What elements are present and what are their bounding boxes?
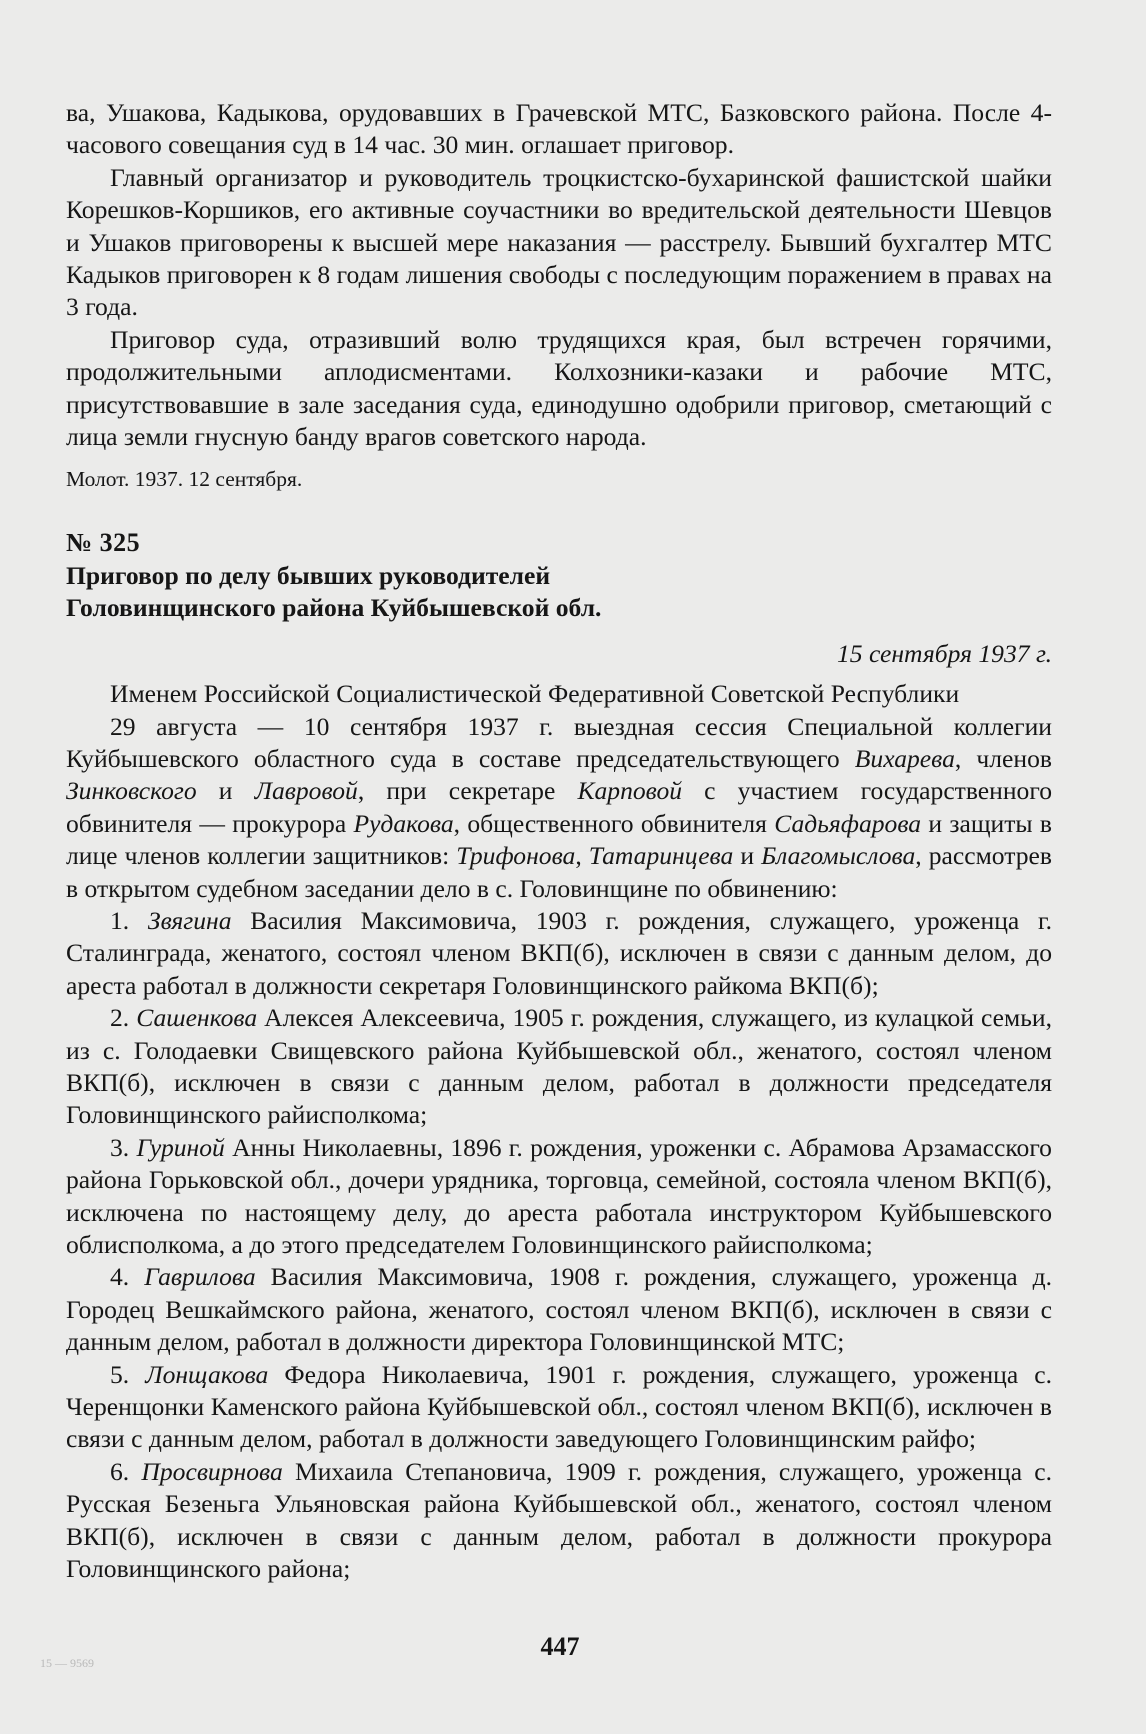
accused-name: Сашенкова <box>136 1003 258 1033</box>
accused-details: Анны Николаевны, 1896 г. рождения, уроженки с. Абрамова Арзамасского района Горьковской обл., дочери урядника, торговца, семейной, состояла членом ВКП(б), исключена по настоящему делу, до ареста работала инструктором Куйбышевского облисполкома, а до этого председателем Головинщинского райисполкома; <box>66 1132 1052 1259</box>
accused-name: Просвирнова <box>141 1456 283 1486</box>
source-citation: Молот. 1937. 12 сентября. <box>66 467 303 492</box>
public-prosecutor-name: Садьяфарова <box>774 808 922 838</box>
accused-number: 4. <box>110 1262 130 1292</box>
session-text: , общественного обвинителя <box>453 808 775 838</box>
session-text: , при секретаре <box>357 776 578 806</box>
page-number: 447 <box>540 1632 580 1661</box>
accused-item <box>66 905 1052 1002</box>
accused-details: Михаила Степановича, 1909 г. рождения, служащего, уроженца с. Русская Безеньга Ульяновская района Куйбышевской обл., женатого, состоял членом ВКП(б), исключен в связи с данным делом, работал в должности прокурора Головинщинского района; <box>66 1456 1052 1584</box>
accused-name: Звягина <box>147 905 232 935</box>
session-text: , рассмотрев в открытом судебном заседании дело в с. Головинщине по обвинению: <box>66 841 1052 903</box>
accused-number: 3. <box>110 1132 130 1162</box>
session-text: и <box>733 841 762 871</box>
accused-details: Василия Максимовича, 1903 г. рождения, служащего, уроженца г. Сталинграда, женатого, состоял членом ВКП(б), исключен в связи с данным делом, до ареста работал в должности секретаря Головинщинского райкома ВКП(б); <box>66 905 1052 1000</box>
defender-name: Трифонова <box>456 841 576 871</box>
judge-name: Вихарева <box>854 743 955 773</box>
defender-name: Татаринцева <box>588 841 734 871</box>
session-text: и защиты в лице членов коллегии защитников: <box>66 808 1052 871</box>
opening-paragraph-2: Главный организатор и руководитель троцкистско-бухаринской фашистской шайки Корешков-Коршиков, его активные соучастники во вредительской деятельности Шевцов и Ушаков приговорены к высшей мере наказания — расстрелу. Бывший бухгалтер МТС Кадыков приговорен к 8 годам лишения свободы с последующим поражением в правах на 3 года. <box>66 162 1052 322</box>
secretary-name: Карповой <box>577 776 683 806</box>
accused-item <box>66 1261 1052 1358</box>
accused-item <box>66 1456 1052 1586</box>
accused-item <box>66 1002 1052 1132</box>
session-text: и <box>196 776 255 806</box>
accused-name: Гуриной <box>136 1132 225 1162</box>
accused-number: 2. <box>110 1003 130 1033</box>
accused-number: 6. <box>110 1456 130 1486</box>
accused-number: 1. <box>110 905 130 935</box>
intro-paragraph: Именем Российской Социалистической Федеративной Советской Республики <box>110 679 960 709</box>
opening-paragraph-3: Приговор суда, отразивший волю трудящихся края, был встречен горячими, продолжительными аплодисментами. Колхозники-казаки и рабочие МТС, присутствовавшие в зале заседания суда, единодушно одобрили приговор, сметающий с лица земли гнусную банду врагов советского народа. <box>66 324 1052 452</box>
session-text: 29 августа — 10 сентября 1937 г. выездная сессия Специальной коллегии Куйбышевского областного суда в составе председательствующего <box>66 711 1052 773</box>
accused-number: 5. <box>110 1359 130 1389</box>
accused-details: Федора Николаевича, 1901 г. рождения, служащего, уроженца с. Черенщонки Каменского района Куйбышевской обл., состоял членом ВКП(б), исключен в связи с данным делом, работал в должности заведующего Головинщинским райфо; <box>66 1359 1052 1454</box>
session-text: , членов <box>954 743 1052 773</box>
document-title-line-1: Приговор по делу бывших руководителей <box>66 560 551 590</box>
signature-code: 15 — 9569 <box>40 1656 94 1670</box>
accused-details: Василия Максимовича, 1908 г. рождения, служащего, уроженца д. Городец Вешкаймского района, женатого, состоял членом ВКП(б), исключен в связи с данным делом, работал в должности директора Головинщинской МТС; <box>66 1262 1052 1357</box>
session-text: , <box>575 841 589 871</box>
defender-name: Благомыслова <box>761 841 916 871</box>
member-name: Зинковского <box>66 776 197 806</box>
prosecutor-name: Рудакова <box>353 808 454 838</box>
member-name: Лавровой <box>254 776 358 806</box>
opening-paragraph-1: ва, Ушакова, Кадыкова, орудовавших в Грачевской МТС, Базковского района. После 4-часового совещания суд в 14 час. 30 мин. оглашает приговор. <box>66 98 1052 160</box>
page-text <box>66 97 1052 1585</box>
session-paragraph <box>66 711 1052 905</box>
accused-name: Гаврилова <box>144 1262 256 1292</box>
document-number: № 325 <box>66 528 141 558</box>
document-date: 15 сентября 1937 г. <box>836 638 1052 668</box>
accused-item <box>66 1359 1052 1456</box>
accused-details: Алексея Алексеевича, 1905 г. рождения, служащего, из кулацкой семьи, из с. Голодаевки Свищевского района Куйбышевской обл., женатого, состоял членом ВКП(б), исключен в связи с данным делом, работал в должности председателя Головинщинского райисполкома; <box>66 1003 1052 1130</box>
accused-item <box>66 1132 1052 1262</box>
accused-name: Лонщакова <box>145 1359 269 1389</box>
session-text: с участием государственного обвинителя — прокурора <box>66 776 1053 838</box>
document-title-line-2: Головинщинского района Куйбышевской обл. <box>66 593 602 623</box>
